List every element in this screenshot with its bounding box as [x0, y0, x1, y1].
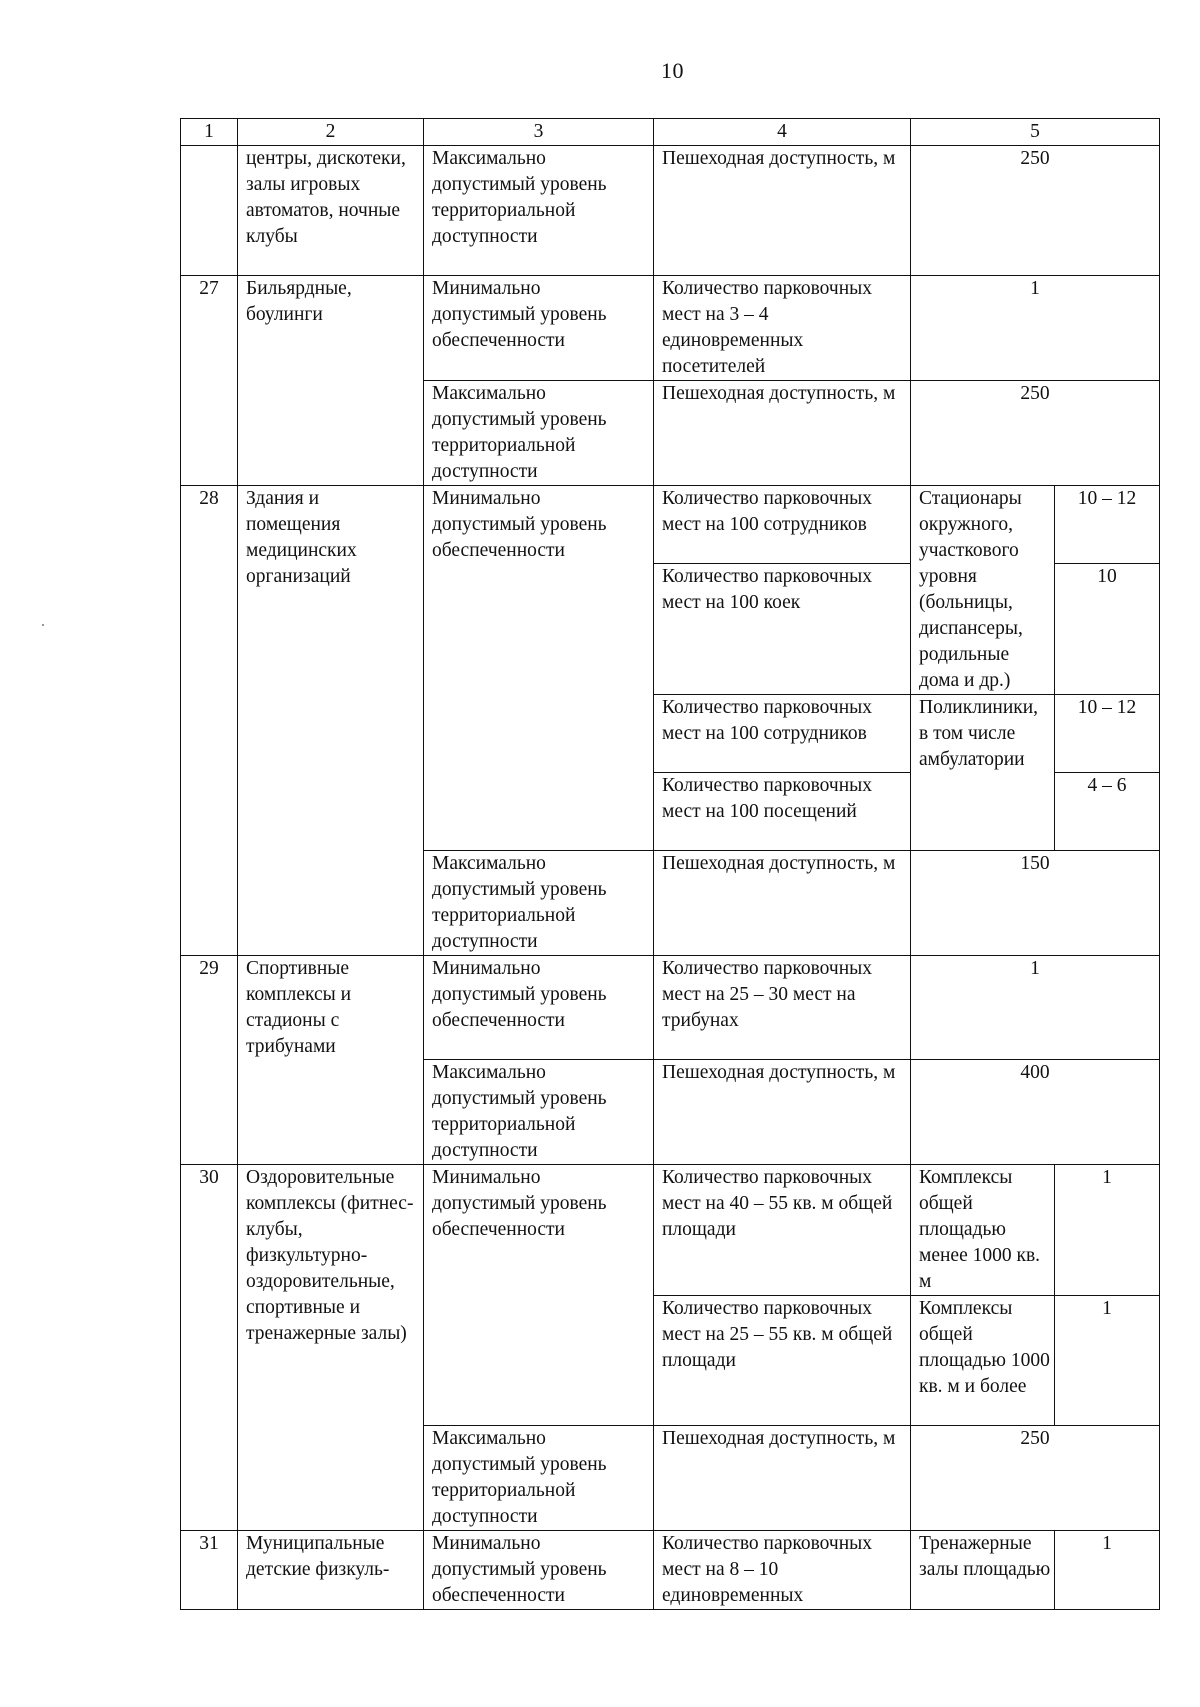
value: 250 — [911, 146, 1160, 276]
value: 1 — [911, 276, 1160, 381]
page-number: 10 — [661, 58, 684, 83]
value: 1 — [1055, 1296, 1160, 1426]
indicator: Максимально допустимый уровень территориальной доступности — [424, 851, 654, 956]
unit: Количество парковочных мест на 25 – 55 кв. м общей площади — [654, 1296, 911, 1426]
table-row — [181, 1531, 1160, 1610]
row-number: 27 — [181, 276, 238, 486]
indicator: Минимально допустимый уровень обеспеченности — [424, 956, 654, 1060]
unit: Пешеходная доступность, м — [654, 851, 911, 956]
row-number: 28 — [181, 486, 238, 956]
column-header: 5 — [911, 119, 1160, 146]
unit: Количество парковочных мест на 8 – 10 единовременных — [654, 1531, 911, 1610]
row-number: 30 — [181, 1165, 238, 1531]
indicator: Максимально допустимый уровень территориальной доступности — [424, 146, 654, 276]
category: Комплексы общей площадью менее 1000 кв. м — [911, 1165, 1055, 1296]
unit: Пешеходная доступность, м — [654, 1060, 911, 1165]
indicator: Минимально допустимый уровень обеспеченности — [424, 276, 654, 381]
column-header: 4 — [654, 119, 911, 146]
value: 1 — [1055, 1165, 1160, 1296]
object-name: центры, дискотеки, залы игровых автоматов, ночные клубы — [238, 146, 424, 276]
value: 4 – 6 — [1055, 773, 1160, 851]
table-row — [181, 276, 1160, 381]
norms-table — [180, 118, 1160, 1610]
unit: Количество парковочных мест на 100 сотрудников — [654, 486, 911, 564]
row-number: 31 — [181, 1531, 238, 1610]
object-name: Спортивные комплексы и стадионы с трибунами — [238, 956, 424, 1165]
row-number — [181, 146, 238, 276]
object-name: Здания и помещения медицинских организаций — [238, 486, 424, 956]
value: 10 – 12 — [1055, 695, 1160, 773]
unit: Количество парковочных мест на 25 – 30 мест на трибунах — [654, 956, 911, 1060]
table-header-row — [181, 119, 1160, 146]
table-row — [181, 1165, 1160, 1296]
table-row — [181, 956, 1160, 1060]
value: 10 — [1055, 564, 1160, 695]
unit: Пешеходная доступность, м — [654, 381, 911, 486]
unit: Количество парковочных мест на 3 – 4 единовременных посетителей — [654, 276, 911, 381]
scan-speck — [42, 624, 44, 626]
indicator: Минимально допустимый уровень обеспеченности — [424, 486, 654, 851]
column-header: 2 — [238, 119, 424, 146]
unit: Количество парковочных мест на 40 – 55 кв. м общей площади — [654, 1165, 911, 1296]
unit: Количество парковочных мест на 100 посещений — [654, 773, 911, 851]
indicator: Минимально допустимый уровень обеспеченности — [424, 1165, 654, 1426]
category: Стационары окружного, участкового уровня (больницы, диспансеры, родильные дома и др.) — [911, 486, 1055, 695]
unit: Пешеходная доступность, м — [654, 1426, 911, 1531]
indicator: Максимально допустимый уровень территориальной доступности — [424, 381, 654, 486]
object-name: Муниципальные детские физкуль- — [238, 1531, 424, 1610]
unit: Количество парковочных мест на 100 коек — [654, 564, 911, 695]
indicator: Максимально допустимый уровень территориальной доступности — [424, 1060, 654, 1165]
unit: Количество парковочных мест на 100 сотрудников — [654, 695, 911, 773]
table-row — [181, 146, 1160, 276]
column-header: 1 — [181, 119, 238, 146]
object-name: Оздоровительные комплексы (фитнес-клубы, физкультурно-оздоровительные, спортивные и тренажерные залы) — [238, 1165, 424, 1531]
value: 250 — [911, 1426, 1160, 1531]
unit: Пешеходная доступность, м — [654, 146, 911, 276]
indicator: Минимально допустимый уровень обеспеченности — [424, 1531, 654, 1610]
category: Поликлиники, в том числе амбулатории — [911, 695, 1055, 851]
value: 10 – 12 — [1055, 486, 1160, 564]
value: 150 — [911, 851, 1160, 956]
value: 1 — [911, 956, 1160, 1060]
object-name: Бильярдные, боулинги — [238, 276, 424, 486]
row-number: 29 — [181, 956, 238, 1165]
category: Комплексы общей площадью 1000 кв. м и более — [911, 1296, 1055, 1426]
value: 1 — [1055, 1531, 1160, 1610]
indicator: Максимально допустимый уровень территориальной доступности — [424, 1426, 654, 1531]
category: Тренажерные залы площадью — [911, 1531, 1055, 1610]
table-row — [181, 486, 1160, 564]
column-header: 3 — [424, 119, 654, 146]
value: 400 — [911, 1060, 1160, 1165]
value: 250 — [911, 381, 1160, 486]
